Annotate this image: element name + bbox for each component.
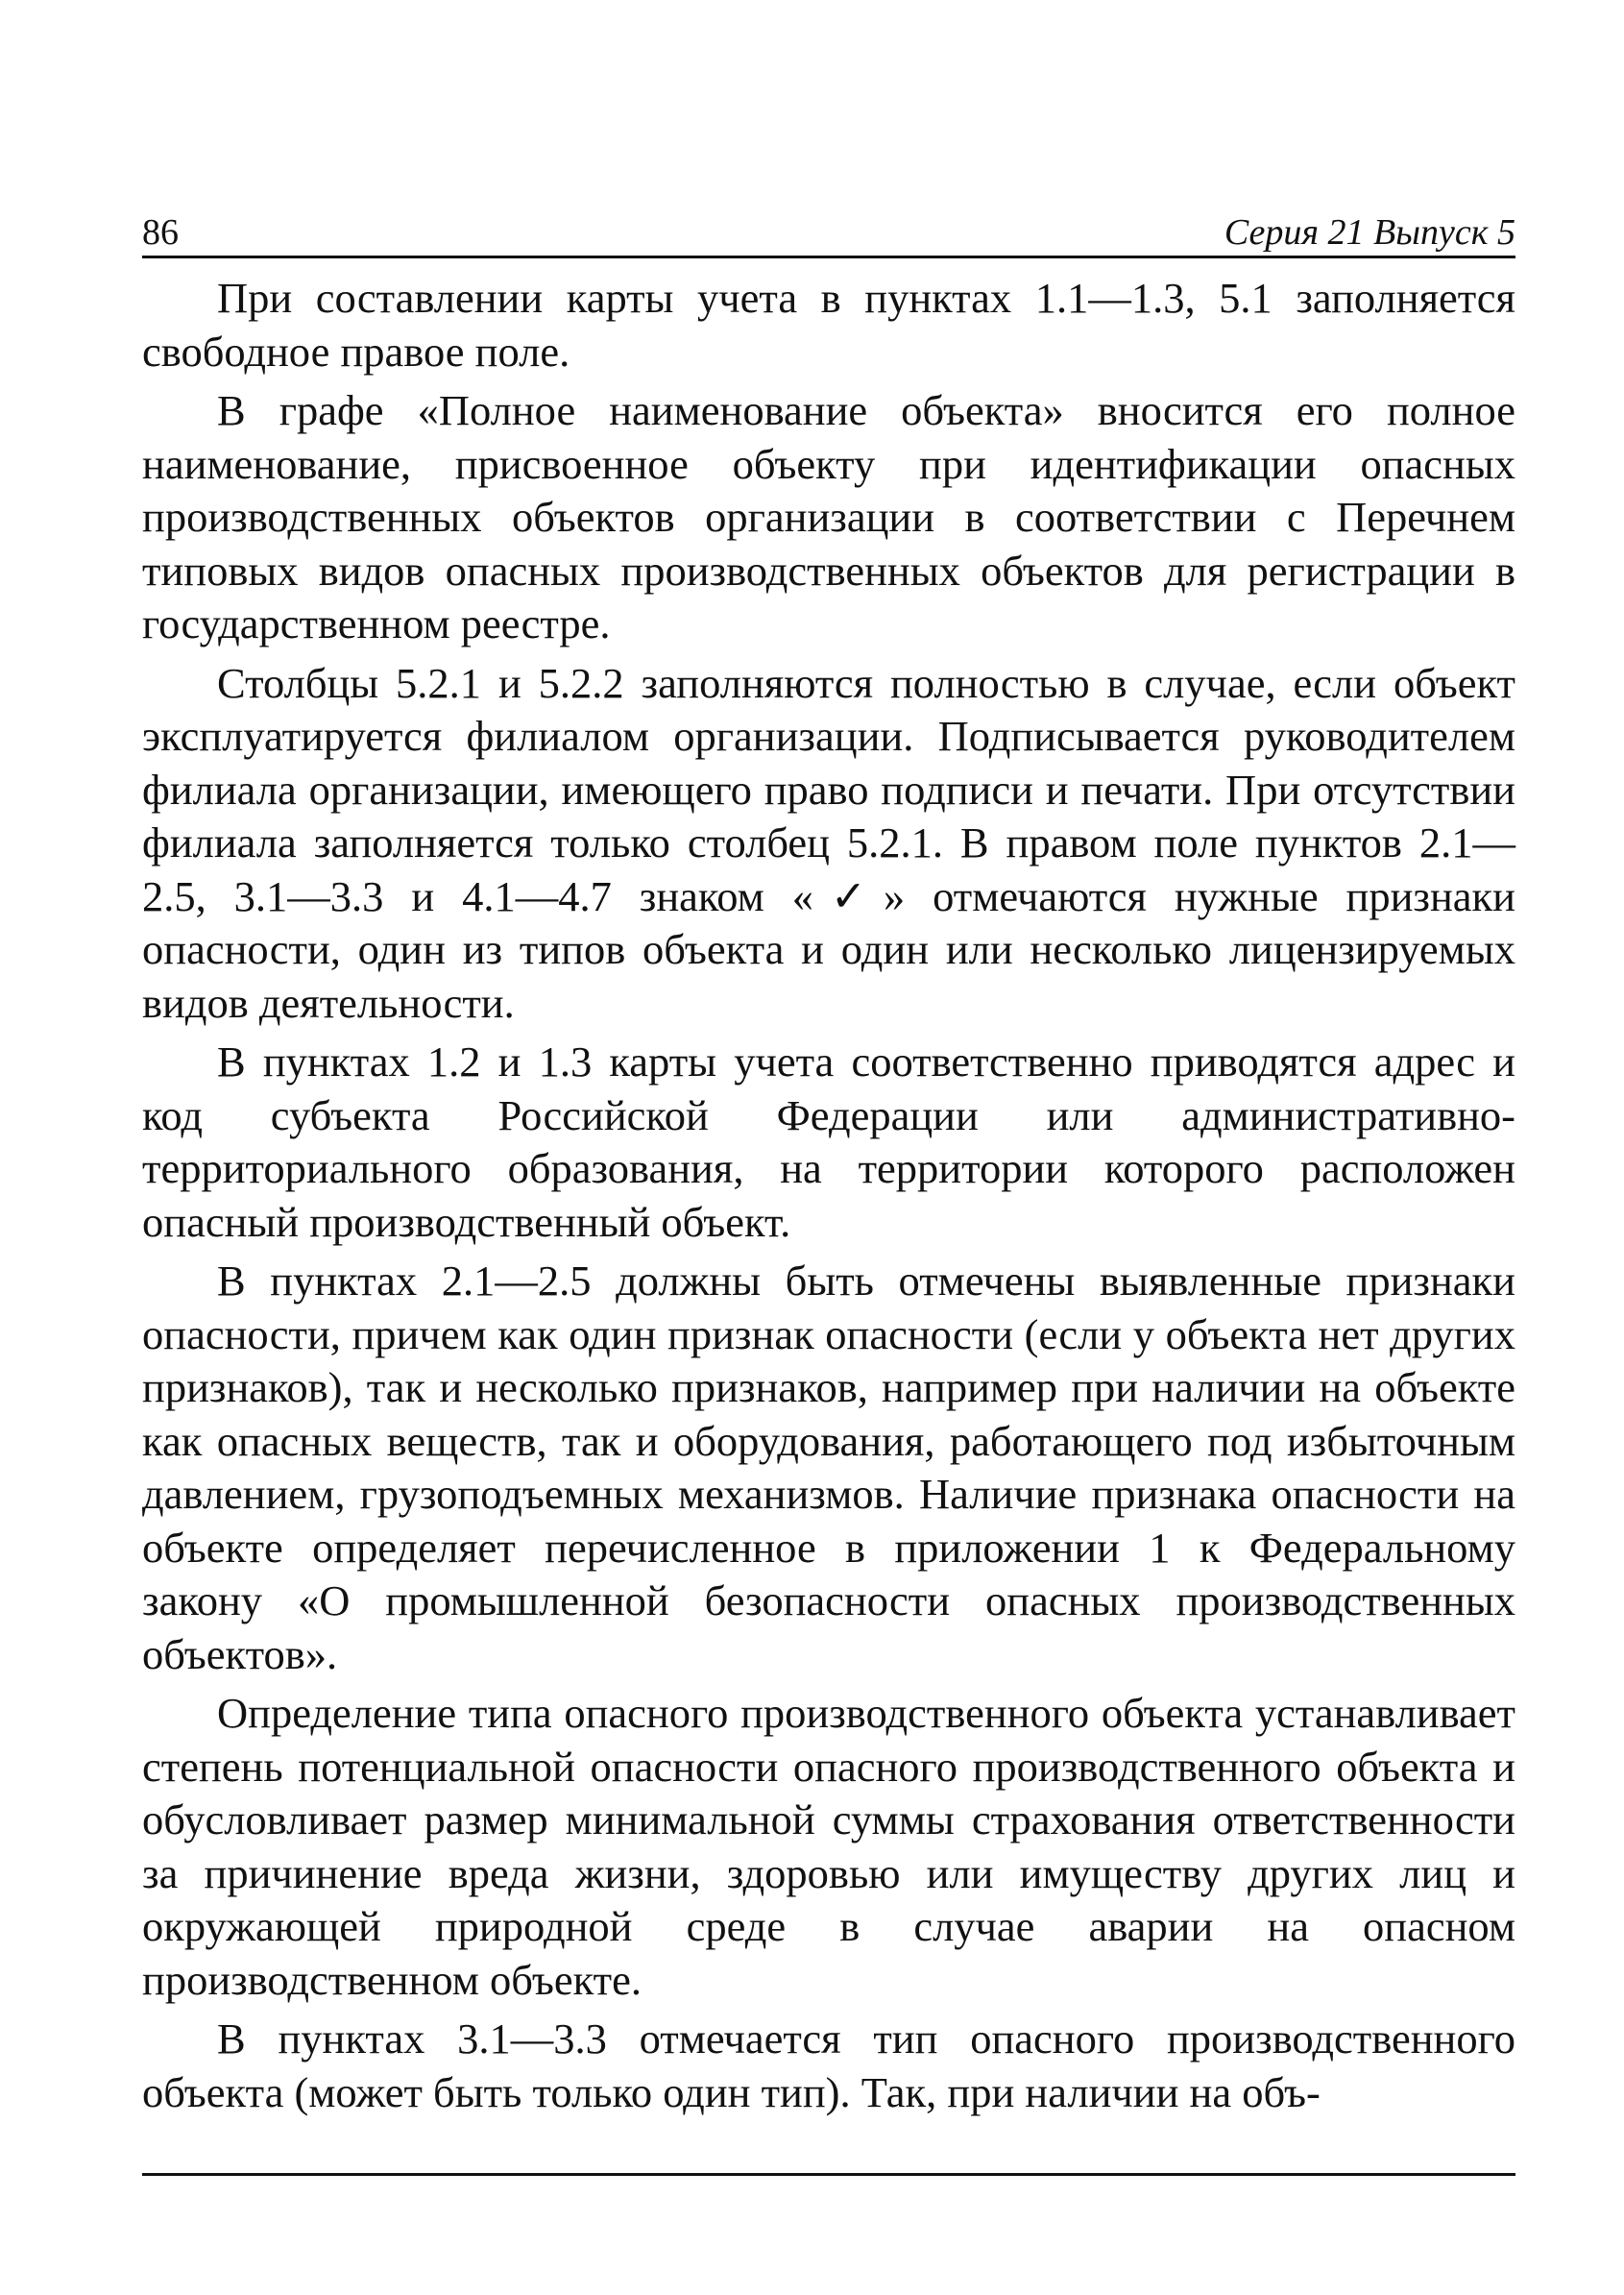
bottom-rule [142,2173,1515,2176]
paragraph: В пунктах 2.1—2.5 должны быть отмечены выявленные признаки опасности, причем как один признак опасности (если у объекта нет других признаков), так и несколько признаков, например при наличии на объекте как опасных веществ, так и оборудования, работающего под избыточным давлением, грузоподъемных механизмов. Наличие признака опасности на объекте определяет перечисленное в приложении 1 к Федеральному закону «О промышленной безопасности опасных производственных объектов». [142,1257,1515,1678]
paragraph: Столбцы 5.2.1 и 5.2.2 заполняются полностью в случае, если объект эксплуатируется филиалом организации. Подписывается руководителем филиала организации, имеющего право подписи и печати. При отсутствии филиала заполняется только столбец 5.2.1. В правом поле пунктов 2.1—2.5, 3.1—3.3 и 4.1—4.7 знаком «✓» отмечаются нужные признаки опасности, один из типов объекта и один или несколько лицензируемых видов деятельности. [142,658,1515,1027]
paragraph: В пунктах 3.1—3.3 отмечается тип опасного производственного объекта (может быть только один тип). Так, при наличии на объ- [142,2014,1515,2116]
document-page [142,202,1515,2125]
paragraph: Определение типа опасного производственного объекта устанавливает степень потенциальной опасности опасного производственного объекта и обусловливает размер минимальной суммы страхования ответственности за причинение вреда жизни, здоровью или имуществу других лиц и окружающей природной среде в случае аварии на опасном производственном объекте. [142,1689,1515,2004]
series-title: Серия 21 Выпуск 5 [1224,212,1515,253]
page-number: 86 [142,212,179,253]
paragraph: При составлении карты учета в пунктах 1.1—1.3, 5.1 заполняется свободное правое поле. [142,274,1515,376]
running-header [142,202,1515,258]
body-text [142,272,1515,2119]
paragraph: В графе «Полное наименование объекта» вносится его полное наименование, присвоенное объекту при идентификации опасных производственных объектов организации в соответствии с Перечнем типовых видов опасных производственных объектов для регистрации в государственном реестре. [142,386,1515,647]
paragraph: В пунктах 1.2 и 1.3 карты учета соответственно приводятся адрес и код субъекта Российской Федерации или административно-территориального образования, на территории которого расположен опасный производственный объект. [142,1038,1515,1246]
